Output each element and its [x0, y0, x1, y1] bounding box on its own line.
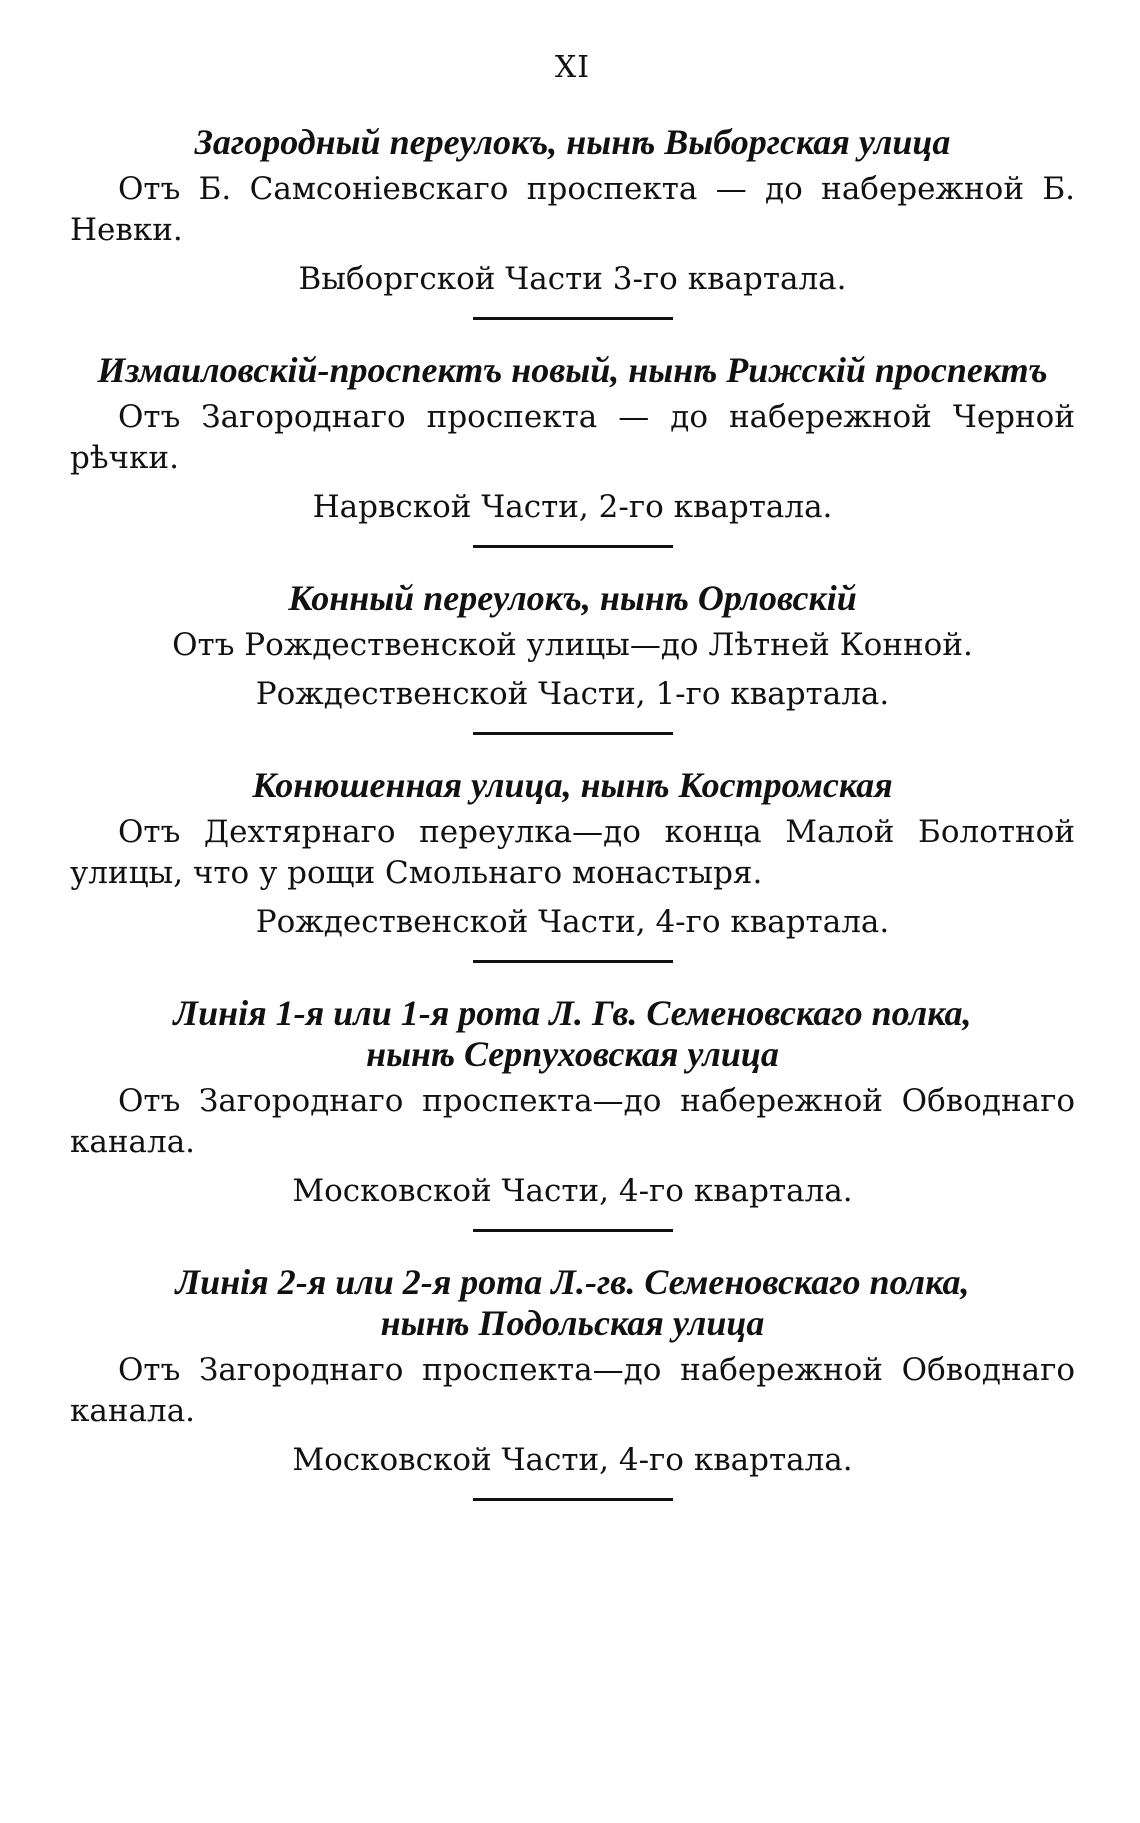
street-entry-zagorodny	[70, 122, 1075, 300]
street-entry-konny	[70, 578, 1075, 715]
entry-location: Выборгской Части 3-го квартала.	[298, 261, 847, 297]
entry-location: Рождественской Части, 1-го квартала.	[255, 676, 890, 712]
street-entry-liniya-2	[70, 1262, 1075, 1481]
entry-title: Измаиловскій-проспектъ новый, нынѣ Рижскій проспектъ	[97, 350, 1048, 390]
street-entry-izmailovsky	[70, 350, 1075, 528]
section-divider	[473, 960, 673, 963]
section-divider	[473, 1498, 673, 1501]
entry-title-line-1: Линія 2-я или 2-я рота Л.-гв. Семеновскаго полка,	[175, 1262, 970, 1302]
entry-title-line-2: нынѣ Серпуховская улица	[366, 1034, 779, 1074]
section-divider	[473, 1229, 673, 1232]
entry-location: Нарвской Части, 2-го квартала.	[312, 489, 833, 525]
entry-description: Отъ Загороднаго проспекта — до набережной Черной рѣчки.	[70, 399, 1075, 476]
entry-description: Отъ Загороднаго проспекта—до набережной Обводнаго канала.	[70, 1083, 1075, 1160]
entry-location: Московской Части, 4-го квартала.	[292, 1442, 853, 1478]
book-page	[70, 48, 1075, 1531]
entry-title	[70, 993, 1075, 1075]
entry-title: Конный переулокъ, нынѣ Орловскій	[288, 578, 857, 618]
entry-description: Отъ Рождественской улицы—до Лѣтней Конной.	[172, 627, 973, 663]
entry-title: Загородный переулокъ, нынѣ Выборгская улица	[194, 122, 951, 162]
entry-title-line-2: нынѣ Подольская улица	[380, 1303, 765, 1343]
entry-title	[70, 1262, 1075, 1344]
section-divider	[473, 732, 673, 735]
entry-title-line-1: Линія 1-я или 1-я рота Л. Гв. Семеновскаго полка,	[173, 993, 972, 1033]
page-number: XI	[554, 50, 591, 85]
entry-description: Отъ Загороднаго проспекта—до набережной Обводнаго канала.	[70, 1352, 1075, 1429]
street-entry-liniya-1	[70, 993, 1075, 1212]
entry-description: Отъ Б. Самсоніевскаго проспекта — до набережной Б. Невки.	[70, 171, 1075, 248]
section-divider	[473, 317, 673, 320]
section-divider	[473, 545, 673, 548]
entry-title: Конюшенная улица, нынѣ Костромская	[252, 765, 893, 805]
entry-location: Рождественской Части, 4-го квартала.	[255, 904, 890, 940]
entry-location: Московской Части, 4-го квартала.	[292, 1173, 853, 1209]
entry-description: Отъ Дехтярнаго переулка—до конца Малой Болотной улицы, что у рощи Смольнаго монастыря.	[70, 814, 1075, 891]
street-entry-konyushennaya	[70, 765, 1075, 943]
